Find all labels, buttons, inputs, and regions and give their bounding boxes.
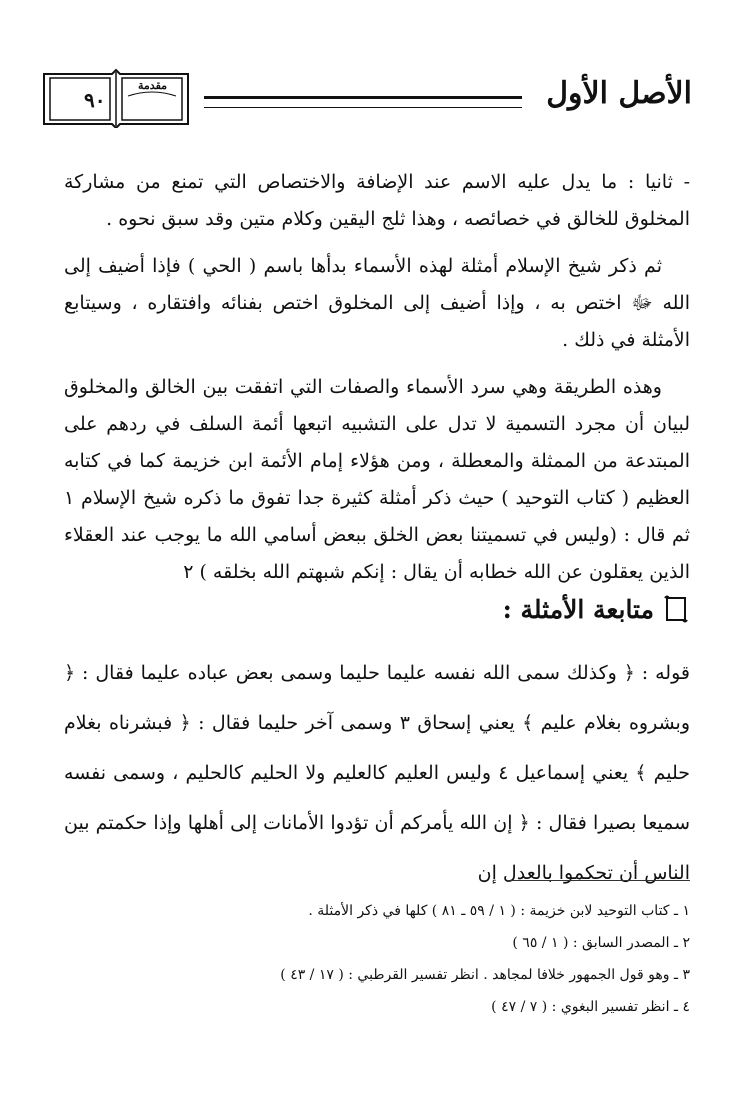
- page-number: ٩٠: [84, 88, 106, 112]
- footnote: ٢ ـ المصدر السابق : ( ١ / ٦٥ ): [512, 935, 690, 951]
- quran-quote-block: [64, 648, 690, 898]
- footnotes: [90, 900, 690, 1028]
- section-heading-text: متابعة الأمثلة :: [502, 594, 654, 624]
- scroll-icon: [662, 594, 690, 624]
- section-heading: [503, 594, 690, 624]
- page-header: [36, 58, 696, 138]
- section-label: مقدمة: [138, 79, 168, 92]
- paragraph: - ثانيا : ما يدل عليه الاسم عند الإضافة والاختصاص التي تمنع من مشاركة المخلوق للخالق في خصائصه ، وهذا ثلج اليقين وكلام متين وقد سبق نحوه .: [64, 171, 690, 230]
- quran-quote-text: قوله : ﴿ وكذلك سمى الله نفسه عليما حليما وسمى بعض عباده عليما فقال : ﴿ وبشروه بغلام عليم ﴾ يعني إسحاق ٣ وسمى آخر حليما فقال : ﴿ فبشرناه بغلام حليم ﴾ يعني إسماعيل ٤ وليس العليم كالعليم ولا الحليم كالحليم ، وسمى نفسه سميعا بصيرا فقال : ﴿ إن الله يأمركم أن تؤدوا الأمانات إلى أهلها وإذا حكمتم بين الناس أن تحكموا بالعدل إن: [64, 662, 690, 884]
- open-book-icon: [40, 66, 192, 128]
- paragraph: وهذه الطريقة وهي سرد الأسماء والصفات التي اتفقت بين الخالق والمخلوق لبيان أن مجرد التسمية لا تدل على التشبيه اتبعها أئمة السلف في ردهم على المبتدعة من الممثلة والمعطلة ، ومن هؤلاء إمام الأئمة ابن خزيمة كما في كتابه العظيم ( كتاب التوحيد ) حيث ذكر أمثلة كثيرة جدا تفوق ما ذكره شيخ الإسلام ١ ثم قال : (وليس في تسميتنا بعض الخلق ببعض أسامي الله ما يوجب عند العقلاء الذين يعقلون عن الله خطابه أن يقال : إنكم شبهتم الله بخلقه ) ٢: [64, 376, 690, 583]
- paragraph: ثم ذكر شيخ الإسلام أمثلة لهذه الأسماء بدأها باسم ( الحي ) فإذا أضيف إلى الله ﷻ اختص به ، وإذا أضيف إلى المخلوق اختص بفنائه وافتقاره ، وسيتابع الأمثلة في ذلك .: [64, 255, 690, 351]
- chapter-title: الأصل الأول: [546, 76, 692, 111]
- footnote: ١ ـ كتاب التوحيد لابن خزيمة : ( ١ / ٥٩ ـ ٨١ ) كلها في ذكر الأمثلة .: [308, 903, 690, 919]
- footnote: ٤ ـ انظر تفسير البغوي : ( ٧ / ٤٧ ): [491, 999, 690, 1015]
- footnote: ٣ ـ وهو قول الجمهور خلافا لمجاهد . انظر تفسير القرطبي : ( ١٧ / ٤٣ ): [280, 967, 690, 983]
- footnote-divider: [510, 880, 690, 881]
- body-text: [64, 164, 690, 601]
- header-divider: [204, 96, 522, 108]
